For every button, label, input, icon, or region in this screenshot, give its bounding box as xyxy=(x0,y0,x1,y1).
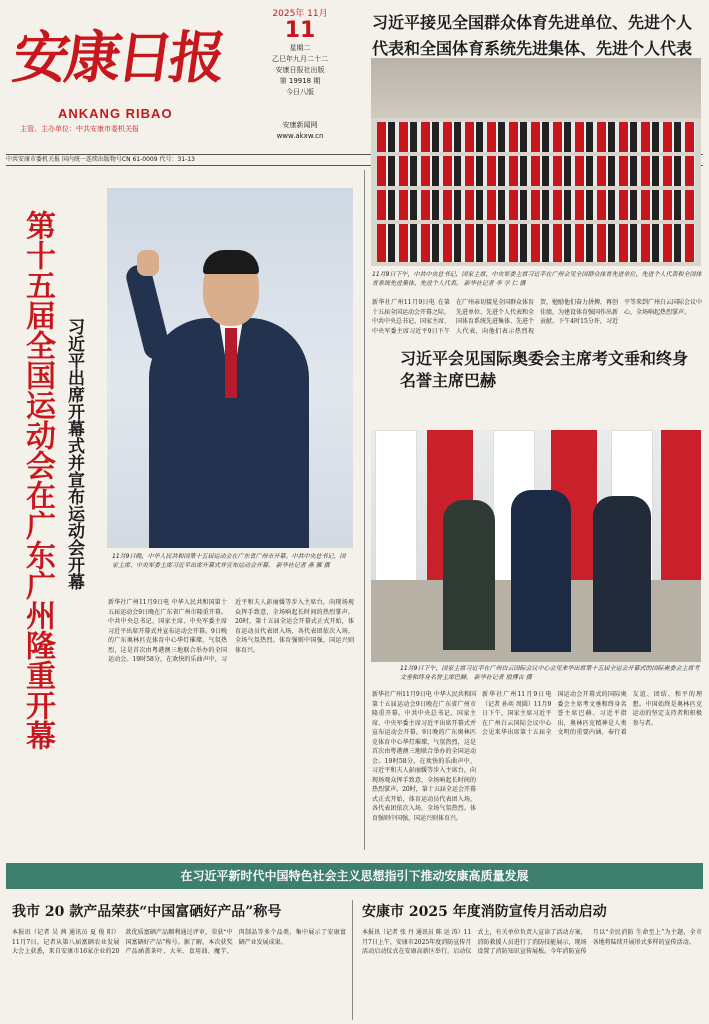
logo-pinyin: ANKANG RIBAO xyxy=(58,106,173,121)
group-photo-caption: 11月9日下午，中共中央总书记、国家主席、中央军委主席习近平在广州会见全国群众体育先进单位、先进个人代表和全国体育系统先进集体、先进个人代表。 新华社记者 李 学 仁 摄 xyxy=(372,271,702,287)
top-story-body: 新华社广州11月9日电 在第十五届全国运动会开幕之际，中共中央总书记、国家主席、中央军委主席习近平9日下午在广州亲切接见全国群众体育先进单位、先进个人代表和全国体育系统先进集体、先进个人代表，向他们表示热烈祝贺，勉励他们奋力拼搏，再创佳绩，为建设体育强国作出新贡献。下午4时15分许，习近平等来到广州白云国际会议中心，全场响起热烈掌声。 xyxy=(372,299,702,335)
sponsor-line: 主管、主办单位：中共安康市委机关报 xyxy=(20,125,139,133)
site-url[interactable]: www.akxw.cn xyxy=(276,132,324,140)
lead-photo-caption: 11月9日晚，中华人民共和国第十五届运动会在广东省广州市开幕。中共中央总书记、国家主席、中央军委主席习近平出席开幕式并宣布运动会开幕。 新华社记者 燕 雁 摄 xyxy=(112,553,346,569)
issue-year-month: 2025年 11月 xyxy=(272,9,328,19)
photo-row xyxy=(377,224,695,262)
site-label: 安康新闻网 xyxy=(282,121,318,129)
group-photo xyxy=(371,58,701,266)
photo-row xyxy=(377,190,695,220)
newspaper-logo: 安康日报 xyxy=(8,25,227,91)
photo-row xyxy=(377,122,695,152)
china-flag xyxy=(661,430,701,580)
photo-row xyxy=(377,156,695,186)
issue-number: 第 19918 期 xyxy=(279,77,321,85)
bottom-right-headline: 安康市 2025 年度消防宣传月活动启动 xyxy=(362,904,607,920)
hall-ceiling xyxy=(371,58,701,118)
lead-story-subhead: 习近平出席开幕式并宣布运动会开幕 xyxy=(64,318,84,590)
issue-info xyxy=(236,6,364,142)
issue-publisher: 安康日报社出版 xyxy=(275,66,325,74)
ioc-meeting-photo xyxy=(371,430,701,662)
theme-banner: 在习近平新时代中国特色社会主义思想指引下推动安康高质量发展 xyxy=(6,863,703,889)
bottom-left-headline: 我市 20 款产品荣获“中国富硒好产品”称号 xyxy=(12,904,282,920)
person-bach xyxy=(593,496,651,652)
ioc-photo-caption: 11月9日下午，国家主席习近平在广州白云国际会议中心会见来华出席第十五届全运会开幕式的国际奥委会主席考文垂和终身名誉主席巴赫。 新华社记者 殷博古 摄 xyxy=(400,665,700,681)
bottom-right-body: 本报讯（记者 张 丹 通讯员 陈 运 涛）11月7日上午，安康市2025年度消防宣传月活动启动仪式在安康高新区举行。启动仪式上，有关单位负责人宣读了活动方案，消防救援人员进行了消防技能展示，现场设置了消防知识宣传展板。今年消防宣传月以“全民消防 生命至上”为主题，全市各地将陆续开展形式多样的宣传活动。 xyxy=(362,929,702,955)
column-divider xyxy=(364,170,365,850)
registration-bar: 中共安康市委机关报 国内统一连续出版物号CN 61-0009 代号：31-13 xyxy=(6,154,703,166)
bottom-left-body: 本报讯（记者 吴 茜 通讯员 夏 俊 阳）11月7日，记者从第八届富硒农业发展大会上获悉，来自安康市16家企业的20款优质富硒产品顺利通过评审，荣获“中国富硒好产品”称号。据了解，本次获奖产品涵盖茶叶、大米、食用油、魔芋、肉制品等多个品类，集中展示了安康富硒产业发展成果。 xyxy=(12,929,346,955)
column-divider xyxy=(352,900,353,1020)
top-story-headline: 习近平接见全国群众体育先进单位、先进个人代表和全国体育系统先进集体、先进个人代表 xyxy=(372,13,693,58)
person-coventry xyxy=(443,500,495,650)
lead-story-body: 新华社广州11月9日电 中华人民共和国第十五届运动会9日晚在广东省广州市隆重开幕。中共中央总书记、国家主席、中央军委主席习近平出席开幕式并宣布运动会开幕。9日晚的广东奥林匹克体育中心华灯璀璨，气氛热烈，这是首次由粤港澳三地联合举办的全国运动会。19时58分，在欢快的乐曲声中，习近平和夫人彭丽媛等步入主席台，向现场观众挥手致意，全场响起长时间的热烈掌声。20时，第十五届全运会开幕式正式开始，体育运动员代表团入场，各代表团依次入场，全场气氛热烈。体育强则中国强，国运兴则体育兴。 xyxy=(108,599,354,663)
issue-pages: 今日八版 xyxy=(286,88,314,96)
lead-story-headline: 第十五届全国运动会在广东广州隆重开幕 xyxy=(20,210,55,750)
lead-photo-xi xyxy=(107,188,353,548)
issue-weekday: 星期二 xyxy=(289,44,311,52)
person-xi xyxy=(511,490,571,652)
tie xyxy=(225,328,237,398)
issue-lunar-date: 乙巳年九月二十二 xyxy=(272,55,328,63)
ioc-story-headline: 习近平会见国际奥委会主席考文垂和终身名誉主席巴赫 xyxy=(400,349,689,390)
issue-day: 11 xyxy=(284,18,316,43)
hair xyxy=(203,250,259,274)
ioc-story-body: 新华社广州11月9日电（记者 孙奕 周圆）11月9日下午，国家主席习近平在广州白云国际会议中心会见来华出席第十五届全国运动会开幕式的国际奥委会主席考文垂和终身名誉主席巴赫。习近平指出，奥林匹克精神是人类文明的重要内涵，奉行着友谊、团结、和平的理想。中国始终是奥林匹克运动的坚定支持者和积极参与者。 xyxy=(482,691,702,736)
lead-story-continued: 新华社广州11月9日电 中华人民共和国第十五届运动会9日晚在广东省广州市隆重开幕。中共中央总书记、国家主席、中央军委主席习近平出席开幕式并宣布运动会开幕。9日晚的广东奥林匹克体育中心华灯璀璨，气氛热烈，这是首次由粤港澳三地联合举办的全国运动会。19时58分，在欢快的乐曲声中，习近平和夫人彭丽媛等步入主席台，向现场观众挥手致意，全场响起长时间的热烈掌声。20时，第十五届全运会开幕式正式开始，体育运动员代表团入场，各代表团依次入场，全场气氛热烈。体育强则中国强，国运兴则体育兴。 xyxy=(372,691,476,822)
waving-hand xyxy=(137,250,159,276)
olympic-flag xyxy=(375,430,417,582)
